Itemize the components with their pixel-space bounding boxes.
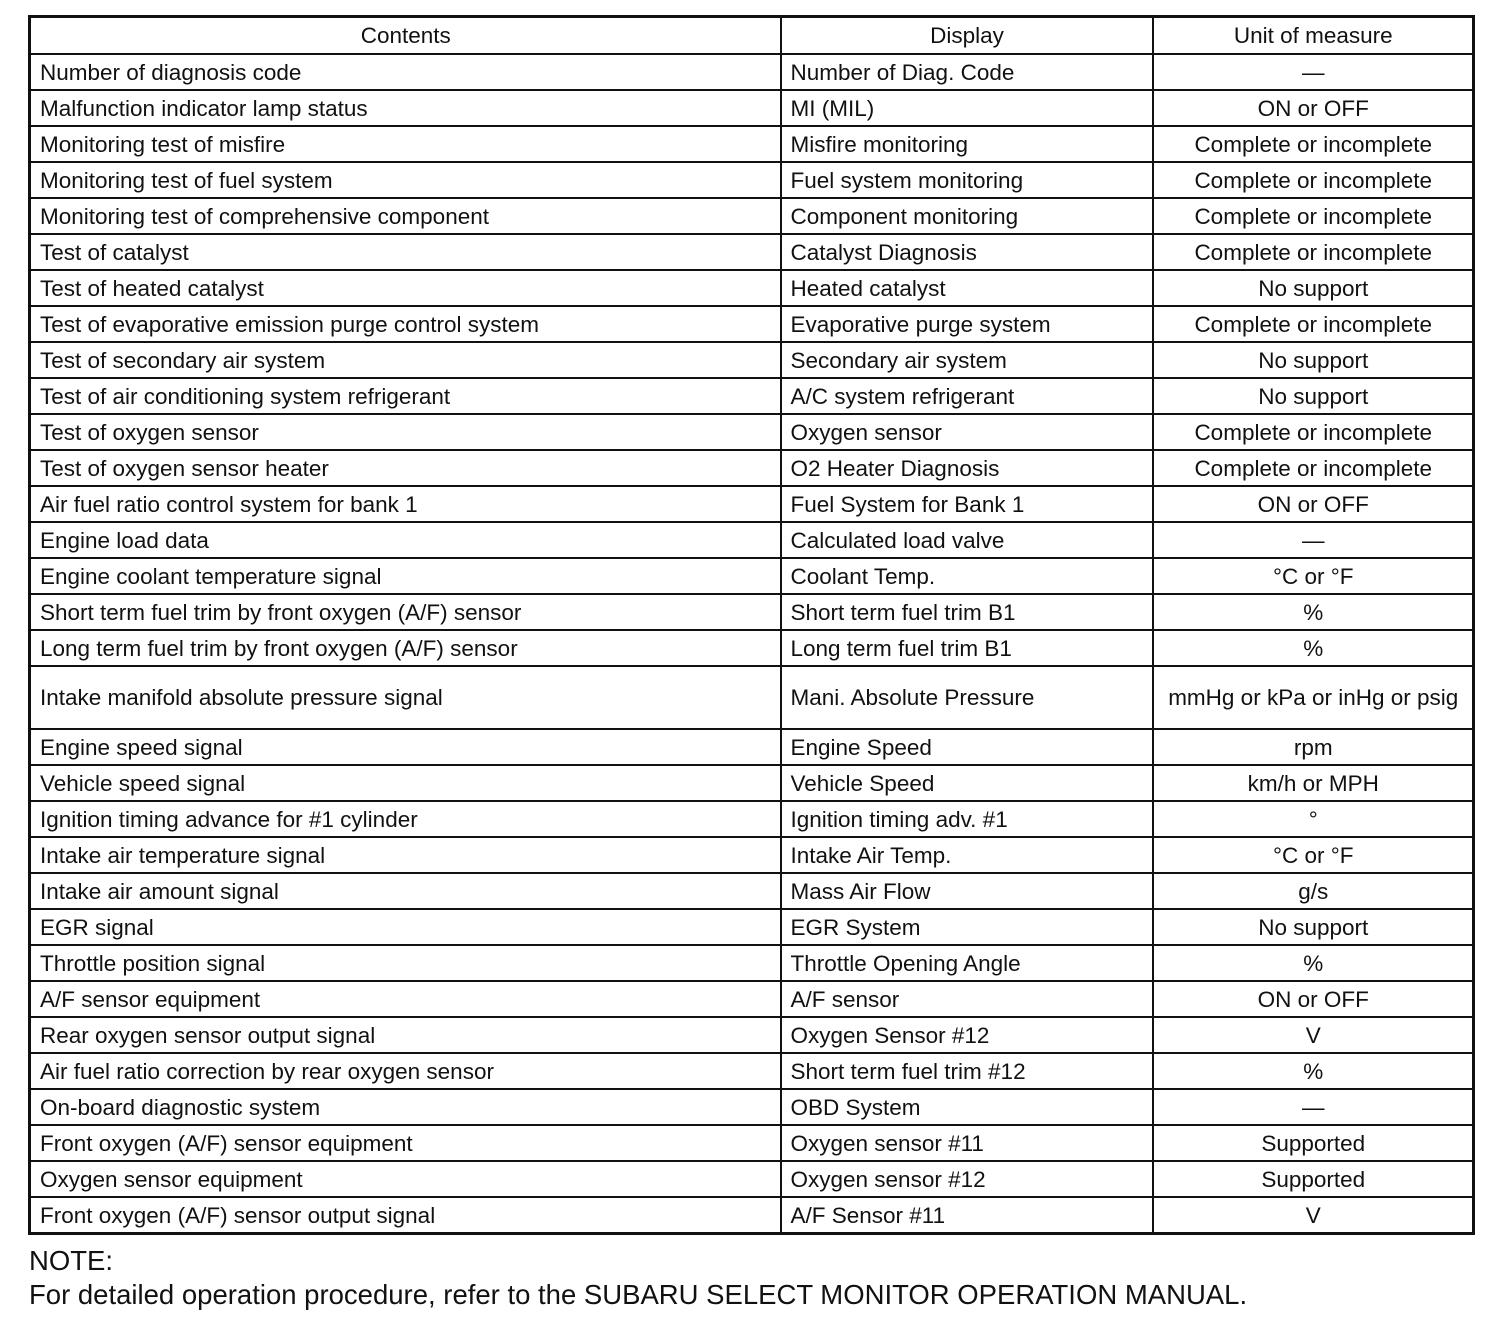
cell-contents: Oxygen sensor equipment xyxy=(30,1161,781,1197)
table-row xyxy=(30,1089,1474,1125)
note-block xyxy=(29,1244,1479,1312)
table-row xyxy=(30,729,1474,765)
header-contents: Contents xyxy=(30,17,781,55)
cell-unit: ° xyxy=(1153,801,1474,837)
table-row xyxy=(30,1197,1474,1234)
cell-unit: Complete or incomplete xyxy=(1153,234,1474,270)
cell-display: Number of Diag. Code xyxy=(781,54,1153,90)
cell-unit: % xyxy=(1153,1053,1474,1089)
cell-contents: Intake air amount signal xyxy=(30,873,781,909)
cell-contents: Engine load data xyxy=(30,522,781,558)
cell-contents: A/F sensor equipment xyxy=(30,981,781,1017)
note-heading: NOTE: xyxy=(29,1245,114,1276)
table-row xyxy=(30,765,1474,801)
cell-unit: % xyxy=(1153,594,1474,630)
cell-display: EGR System xyxy=(781,909,1153,945)
cell-display: Misfire monitoring xyxy=(781,126,1153,162)
cell-contents: Air fuel ratio control system for bank 1 xyxy=(30,486,781,522)
cell-display: Engine Speed xyxy=(781,729,1153,765)
cell-unit: Complete or incomplete xyxy=(1153,450,1474,486)
cell-unit: ON or OFF xyxy=(1153,486,1474,522)
cell-display: Catalyst Diagnosis xyxy=(781,234,1153,270)
table-row xyxy=(30,378,1474,414)
cell-contents: Engine speed signal xyxy=(30,729,781,765)
cell-contents: Intake manifold absolute pressure signal xyxy=(30,666,781,729)
table-row xyxy=(30,198,1474,234)
cell-unit: — xyxy=(1153,54,1474,90)
cell-display: Oxygen sensor #11 xyxy=(781,1125,1153,1161)
cell-contents: Intake air temperature signal xyxy=(30,837,781,873)
cell-contents: Short term fuel trim by front oxygen (A/F) sensor xyxy=(30,594,781,630)
table-row xyxy=(30,162,1474,198)
cell-display: Throttle Opening Angle xyxy=(781,945,1153,981)
table-row xyxy=(30,873,1474,909)
cell-contents: Test of air conditioning system refrigerant xyxy=(30,378,781,414)
cell-unit: Supported xyxy=(1153,1125,1474,1161)
cell-display: Oxygen sensor #12 xyxy=(781,1161,1153,1197)
cell-contents: Test of catalyst xyxy=(30,234,781,270)
cell-display: Evaporative purge system xyxy=(781,306,1153,342)
cell-display: MI (MIL) xyxy=(781,90,1153,126)
table-row xyxy=(30,594,1474,630)
table-row xyxy=(30,522,1474,558)
cell-contents: On-board diagnostic system xyxy=(30,1089,781,1125)
cell-unit: V xyxy=(1153,1017,1474,1053)
cell-contents: Front oxygen (A/F) sensor equipment xyxy=(30,1125,781,1161)
cell-contents: Test of oxygen sensor xyxy=(30,414,781,450)
table-row xyxy=(30,342,1474,378)
table-row xyxy=(30,126,1474,162)
cell-unit: % xyxy=(1153,630,1474,666)
cell-contents: Monitoring test of misfire xyxy=(30,126,781,162)
table-row xyxy=(30,837,1474,873)
table-row xyxy=(30,801,1474,837)
cell-display: Calculated load valve xyxy=(781,522,1153,558)
cell-unit: g/s xyxy=(1153,873,1474,909)
table-body xyxy=(30,54,1474,1234)
cell-unit: mmHg or kPa or inHg or psig xyxy=(1153,666,1474,729)
cell-unit: No support xyxy=(1153,342,1474,378)
table-row xyxy=(30,54,1474,90)
cell-unit: — xyxy=(1153,522,1474,558)
cell-display: Short term fuel trim B1 xyxy=(781,594,1153,630)
table-row xyxy=(30,90,1474,126)
cell-contents: Front oxygen (A/F) sensor output signal xyxy=(30,1197,781,1234)
table-row xyxy=(30,414,1474,450)
cell-contents: Monitoring test of fuel system xyxy=(30,162,781,198)
note-text: For detailed operation procedure, refer to the SUBARU SELECT MONITOR OPERATION MANUAL. xyxy=(29,1279,1248,1310)
cell-contents: Rear oxygen sensor output signal xyxy=(30,1017,781,1053)
cell-unit: Complete or incomplete xyxy=(1153,162,1474,198)
cell-unit: km/h or MPH xyxy=(1153,765,1474,801)
cell-display: A/F Sensor #11 xyxy=(781,1197,1153,1234)
cell-display: Mani. Absolute Pressure xyxy=(781,666,1153,729)
cell-contents: Malfunction indicator lamp status xyxy=(30,90,781,126)
table-row xyxy=(30,909,1474,945)
cell-contents: Number of diagnosis code xyxy=(30,54,781,90)
cell-display: Short term fuel trim #12 xyxy=(781,1053,1153,1089)
cell-contents: Engine coolant temperature signal xyxy=(30,558,781,594)
cell-unit: % xyxy=(1153,945,1474,981)
cell-contents: Test of secondary air system xyxy=(30,342,781,378)
cell-unit: Complete or incomplete xyxy=(1153,198,1474,234)
table-header-row xyxy=(30,17,1474,55)
table-row xyxy=(30,270,1474,306)
spec-sheet xyxy=(28,15,1472,1235)
monitor-items-table xyxy=(28,15,1475,1235)
cell-unit: rpm xyxy=(1153,729,1474,765)
cell-unit: Complete or incomplete xyxy=(1153,414,1474,450)
table-row xyxy=(30,1161,1474,1197)
table-row xyxy=(30,486,1474,522)
cell-display: OBD System xyxy=(781,1089,1153,1125)
cell-unit: Supported xyxy=(1153,1161,1474,1197)
cell-display: Secondary air system xyxy=(781,342,1153,378)
cell-display: Ignition timing adv. #1 xyxy=(781,801,1153,837)
cell-unit: Complete or incomplete xyxy=(1153,306,1474,342)
cell-unit: ON or OFF xyxy=(1153,90,1474,126)
cell-contents: Vehicle speed signal xyxy=(30,765,781,801)
cell-contents: Test of oxygen sensor heater xyxy=(30,450,781,486)
cell-contents: Ignition timing advance for #1 cylinder xyxy=(30,801,781,837)
cell-display: A/F sensor xyxy=(781,981,1153,1017)
cell-unit: No support xyxy=(1153,378,1474,414)
cell-unit: V xyxy=(1153,1197,1474,1234)
table-row xyxy=(30,666,1474,729)
table-row xyxy=(30,234,1474,270)
header-display: Display xyxy=(781,17,1153,55)
cell-unit: No support xyxy=(1153,909,1474,945)
table-row xyxy=(30,945,1474,981)
table-row xyxy=(30,306,1474,342)
cell-display: Oxygen Sensor #12 xyxy=(781,1017,1153,1053)
cell-contents: Air fuel ratio correction by rear oxygen sensor xyxy=(30,1053,781,1089)
cell-contents: Test of heated catalyst xyxy=(30,270,781,306)
cell-unit: ON or OFF xyxy=(1153,981,1474,1017)
cell-display: Oxygen sensor xyxy=(781,414,1153,450)
cell-unit: — xyxy=(1153,1089,1474,1125)
cell-display: Fuel System for Bank 1 xyxy=(781,486,1153,522)
table-row xyxy=(30,450,1474,486)
table-row xyxy=(30,1125,1474,1161)
table-row xyxy=(30,981,1474,1017)
cell-display: Vehicle Speed xyxy=(781,765,1153,801)
table-row xyxy=(30,630,1474,666)
cell-contents: Throttle position signal xyxy=(30,945,781,981)
cell-display: Mass Air Flow xyxy=(781,873,1153,909)
cell-unit: °C or °F xyxy=(1153,558,1474,594)
cell-display: O2 Heater Diagnosis xyxy=(781,450,1153,486)
cell-contents: Long term fuel trim by front oxygen (A/F) sensor xyxy=(30,630,781,666)
cell-display: Heated catalyst xyxy=(781,270,1153,306)
header-unit-of-measure: Unit of measure xyxy=(1153,17,1474,55)
table-row xyxy=(30,1017,1474,1053)
cell-display: A/C system refrigerant xyxy=(781,378,1153,414)
cell-contents: Test of evaporative emission purge control system xyxy=(30,306,781,342)
cell-display: Intake Air Temp. xyxy=(781,837,1153,873)
cell-unit: Complete or incomplete xyxy=(1153,126,1474,162)
cell-display: Fuel system monitoring xyxy=(781,162,1153,198)
table-row xyxy=(30,1053,1474,1089)
cell-display: Coolant Temp. xyxy=(781,558,1153,594)
cell-unit: °C or °F xyxy=(1153,837,1474,873)
cell-contents: EGR signal xyxy=(30,909,781,945)
cell-unit: No support xyxy=(1153,270,1474,306)
cell-display: Component monitoring xyxy=(781,198,1153,234)
cell-display: Long term fuel trim B1 xyxy=(781,630,1153,666)
cell-contents: Monitoring test of comprehensive component xyxy=(30,198,781,234)
table-row xyxy=(30,558,1474,594)
